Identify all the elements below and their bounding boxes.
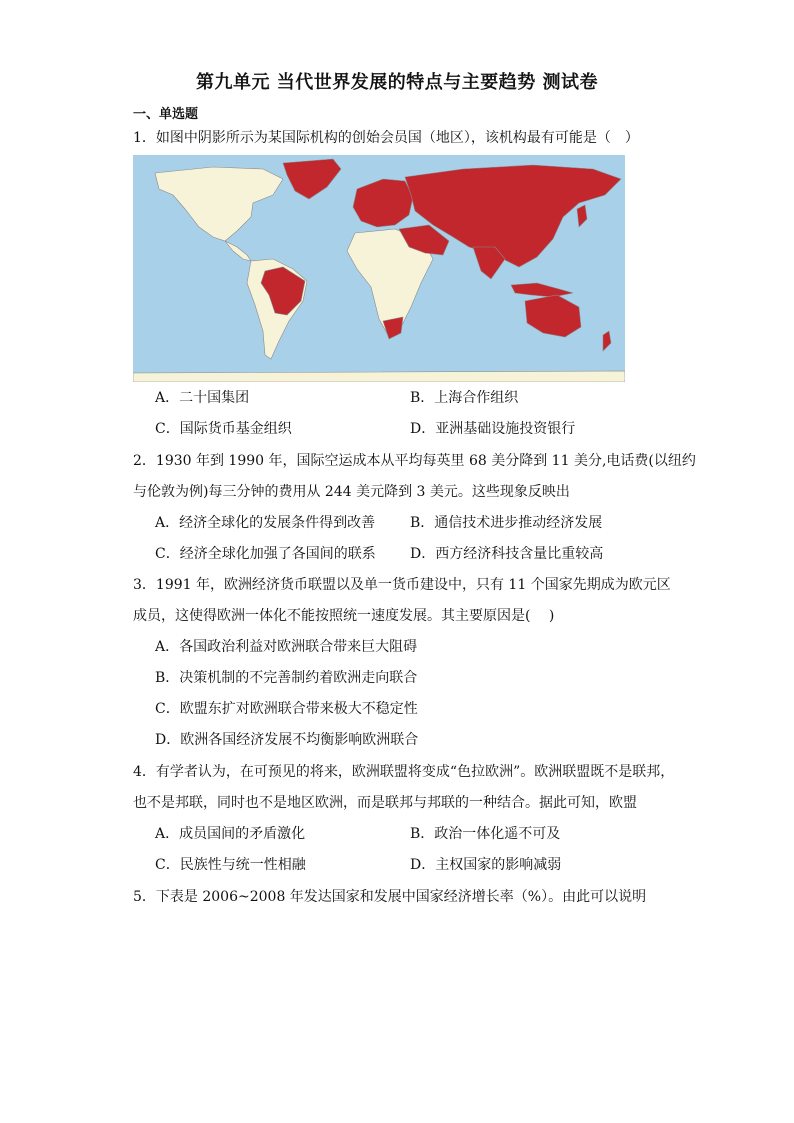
question-1-stem: 1．如图中阴影所示为某国际机构的创始会员国（地区），该机构最有可能是（ ） (133, 130, 639, 146)
map-greenland (283, 159, 341, 199)
q2-option-c: C．经济全球化加强了各国间的联系 (155, 546, 376, 562)
map-australia (525, 295, 581, 337)
q3-option-a: A．各国政治利益对欧洲联合带来巨大阻碍 (155, 639, 418, 655)
q1-option-b: B．上海合作组织 (410, 390, 519, 406)
question-2-stem-line-2: 与伦敦为例)每三分钟的费用从 244 美元降到 3 美元。这些现象反映出 (133, 484, 570, 500)
q4-option-a: A．成员国间的矛盾激化 (155, 826, 306, 842)
question-3-stem-line-2: 成员，这使得欧洲一体化不能按照统一速度发展。其主要原因是( ) (133, 608, 555, 624)
map-new-zealand (603, 331, 611, 351)
section-heading: 一、单选题 (133, 107, 199, 122)
question-3-stem-line-1: 3．1991 年，欧洲经济货币联盟以及单一货币建设中，只有 11 个国家先期成为欧元区 (133, 577, 671, 593)
map-indonesia (511, 283, 573, 297)
map-north-america (155, 167, 283, 241)
q3-option-c: C．欧盟东扩对欧洲联合带来极大不稳定性 (155, 701, 418, 717)
q4-option-b: B．政治一体化遥不可及 (410, 826, 561, 842)
map-japan (577, 205, 587, 227)
q2-option-b: B．通信技术进步推动经济发展 (410, 515, 603, 531)
world-map-svg (133, 155, 625, 382)
map-south-africa (383, 317, 403, 339)
question-4-stem-line-1: 4．有学者认为，在可预见的将来，欧洲联盟将变成“色拉欧洲”。欧洲联盟既不是联邦， (133, 764, 675, 780)
q2-option-a: A．经济全球化的发展条件得到改善 (155, 515, 376, 531)
map-antarctica (133, 371, 625, 382)
question-2-stem-line-1: 2．1930 年到 1990 年，国际空运成本从平均每英里 68 美分降到 11 美分,电话费(以纽约 (133, 453, 696, 469)
question-4-stem-line-2: 也不是邦联，同时也不是地区欧洲，而是联邦与邦联的一种结合。据此可知，欧盟 (133, 795, 637, 811)
map-europe (353, 179, 413, 227)
q1-option-a: A．二十国集团 (155, 390, 250, 406)
world-map (133, 155, 625, 382)
page-title: 第九单元 当代世界发展的特点与主要趋势 测试卷 (195, 72, 599, 93)
question-5-stem: 5．下表是 2006~2008 年发达国家和发展中国家经济增长率（%）。由此可以说明 (133, 889, 647, 905)
q3-option-b: B．决策机制的不完善制约着欧洲走向联合 (155, 670, 418, 686)
q4-option-d: D．主权国家的影响减弱 (410, 857, 562, 873)
map-central-america (225, 241, 251, 261)
q1-option-c: C．国际货币基金组织 (155, 421, 292, 437)
q4-option-c: C．民族性与统一性相融 (155, 857, 306, 873)
q1-option-d: D．亚洲基础设施投资银行 (410, 421, 576, 437)
q2-option-d: D．西方经济科技含量比重较高 (410, 546, 604, 562)
q3-option-d: D．欧洲各国经济发展不均衡影响欧洲联合 (155, 732, 419, 748)
